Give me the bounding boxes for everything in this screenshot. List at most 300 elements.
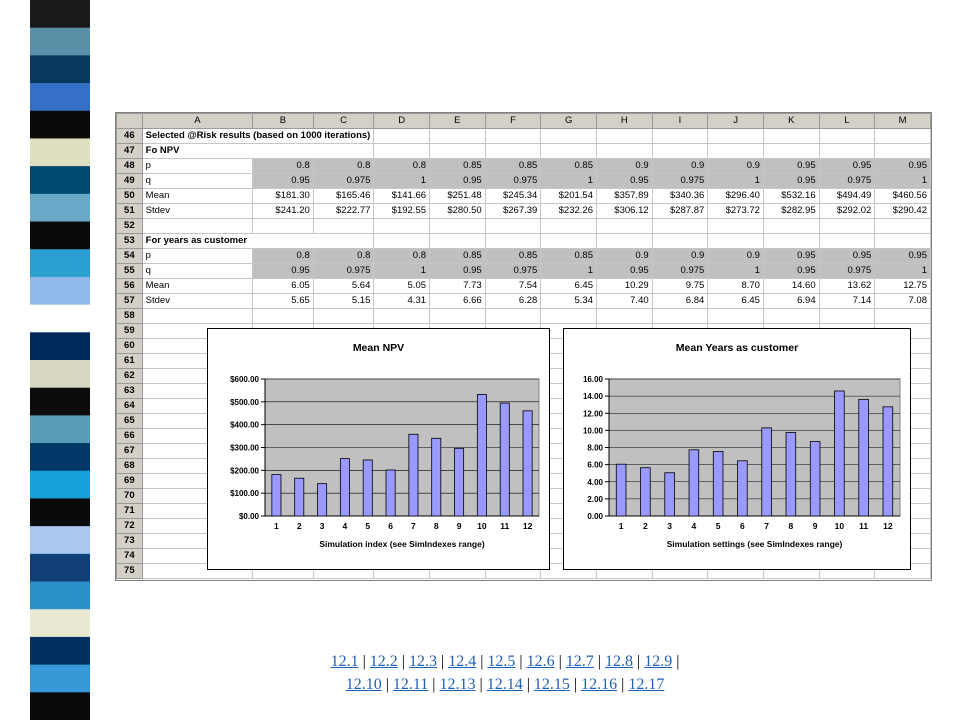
- cell[interactable]: [652, 129, 708, 144]
- x-tick-label: 9: [812, 521, 818, 531]
- row-label[interactable]: p: [142, 249, 253, 264]
- cell[interactable]: 0.975: [652, 264, 708, 279]
- row-header[interactable]: 67: [117, 444, 143, 459]
- row-header[interactable]: 51: [117, 204, 143, 219]
- row-label[interactable]: Stdev: [142, 294, 253, 309]
- cell[interactable]: 0.85: [485, 159, 541, 174]
- cell[interactable]: [541, 129, 597, 144]
- cell[interactable]: 4.31: [374, 294, 430, 309]
- cell[interactable]: 5.15: [313, 294, 374, 309]
- cell[interactable]: 7.73: [430, 279, 486, 294]
- cell[interactable]: [430, 234, 486, 249]
- section-title[interactable]: Selected @Risk results (based on 1000 iterations): [142, 129, 374, 144]
- spreadsheet: [116, 113, 931, 580]
- cell[interactable]: [819, 144, 875, 159]
- stripe-block: [30, 111, 90, 139]
- x-tick-label: 10: [477, 521, 487, 531]
- cell[interactable]: [875, 129, 931, 144]
- nav-line-1: 12.1 | 12.2 | 12.3 | 12.4 | 12.5 | 12.6 | 12.7 | 12.8 | 12.9 |: [330, 653, 680, 670]
- cell[interactable]: 0.95: [596, 264, 652, 279]
- row-header[interactable]: 65: [117, 414, 143, 429]
- cell[interactable]: [708, 144, 764, 159]
- cell[interactable]: $340.36: [652, 189, 708, 204]
- column-header-h[interactable]: H: [596, 114, 652, 129]
- cell[interactable]: 0.95: [875, 159, 931, 174]
- cell[interactable]: [652, 144, 708, 159]
- stripe-block: [30, 582, 90, 610]
- cell[interactable]: [253, 309, 314, 324]
- bar: [786, 433, 796, 516]
- row-label[interactable]: p: [142, 159, 253, 174]
- cell[interactable]: [374, 309, 430, 324]
- cell[interactable]: 0.9: [652, 249, 708, 264]
- cell[interactable]: [430, 309, 486, 324]
- nav-link-12-1[interactable]: 12.1: [330, 653, 359, 670]
- chart-mean-npv[interactable]: [207, 328, 550, 570]
- column-header-d[interactable]: D: [374, 114, 430, 129]
- row-header[interactable]: 72: [117, 519, 143, 534]
- y-tick-label: $500.00: [230, 397, 259, 407]
- cell[interactable]: $181.30: [253, 189, 314, 204]
- cell[interactable]: [253, 219, 314, 234]
- y-tick-label: 14.00: [582, 392, 603, 402]
- cell[interactable]: 0.975: [313, 174, 374, 189]
- cell[interactable]: 0.95: [819, 249, 875, 264]
- nav-link-12-14[interactable]: 12.14: [486, 676, 523, 693]
- column-header-j[interactable]: J: [708, 114, 764, 129]
- cell[interactable]: 0.95: [763, 174, 819, 189]
- cell[interactable]: [374, 219, 430, 234]
- cell[interactable]: $141.66: [374, 189, 430, 204]
- cell[interactable]: [541, 144, 597, 159]
- cell[interactable]: 10.29: [596, 279, 652, 294]
- cell[interactable]: 0.975: [485, 264, 541, 279]
- cell[interactable]: 7.54: [485, 279, 541, 294]
- cell[interactable]: [875, 234, 931, 249]
- y-tick-label: 8.00: [587, 443, 603, 453]
- column-header-g[interactable]: G: [541, 114, 597, 129]
- cell[interactable]: 6.28: [485, 294, 541, 309]
- column-header-c[interactable]: C: [313, 114, 374, 129]
- bar: [859, 399, 869, 516]
- x-tick-label: 5: [365, 521, 371, 531]
- row-header[interactable]: 50: [117, 189, 143, 204]
- cell[interactable]: 1: [541, 264, 597, 279]
- row-header[interactable]: 74: [117, 549, 143, 564]
- bar: [272, 475, 281, 516]
- cell[interactable]: 5.34: [541, 294, 597, 309]
- bar: [738, 461, 748, 516]
- cell[interactable]: 0.95: [253, 264, 314, 279]
- cell[interactable]: 6.66: [430, 294, 486, 309]
- cell[interactable]: [708, 234, 764, 249]
- column-header-e[interactable]: E: [430, 114, 486, 129]
- stripe-block: [30, 692, 90, 720]
- cell[interactable]: [541, 309, 597, 324]
- cell[interactable]: $357.89: [596, 189, 652, 204]
- cell[interactable]: $287.87: [652, 204, 708, 219]
- row-header[interactable]: 49: [117, 174, 143, 189]
- y-tick-label: $300.00: [230, 443, 259, 453]
- cell[interactable]: 0.85: [541, 159, 597, 174]
- bar: [432, 438, 441, 516]
- cell[interactable]: [374, 144, 430, 159]
- x-tick-label: 11: [500, 521, 510, 531]
- stripe-block: [30, 443, 90, 471]
- cell[interactable]: 0.85: [485, 249, 541, 264]
- stripe-block: [30, 83, 90, 111]
- cell[interactable]: 1: [708, 264, 764, 279]
- cell[interactable]: [374, 129, 430, 144]
- cell[interactable]: 6.94: [763, 294, 819, 309]
- cell[interactable]: 0.9: [596, 159, 652, 174]
- cell[interactable]: [430, 144, 486, 159]
- row-header[interactable]: 60: [117, 339, 143, 354]
- cell[interactable]: $251.48: [430, 189, 486, 204]
- x-tick-label: 6: [388, 521, 393, 531]
- cell[interactable]: [819, 234, 875, 249]
- cell[interactable]: $273.72: [708, 204, 764, 219]
- cell[interactable]: [819, 219, 875, 234]
- row-header[interactable]: 66: [117, 429, 143, 444]
- nav-link-12-17[interactable]: 12.17: [628, 676, 665, 693]
- bar: [386, 470, 395, 516]
- cell[interactable]: 6.45: [708, 294, 764, 309]
- cell[interactable]: 0.95: [875, 249, 931, 264]
- sheet-row: [117, 189, 931, 204]
- cell[interactable]: [875, 309, 931, 324]
- cell[interactable]: [763, 234, 819, 249]
- cell[interactable]: 6.84: [652, 294, 708, 309]
- cell[interactable]: 0.975: [819, 264, 875, 279]
- sheet-row: [117, 144, 931, 159]
- cell[interactable]: $245.34: [485, 189, 541, 204]
- nav-link-12-4[interactable]: 12.4: [448, 653, 477, 670]
- row-header[interactable]: 69: [117, 474, 143, 489]
- nav-link-12-10[interactable]: 12.10: [345, 676, 382, 693]
- row-label[interactable]: q: [142, 264, 253, 279]
- nav-link-12-13[interactable]: 12.13: [439, 676, 476, 693]
- cell[interactable]: [875, 144, 931, 159]
- row-header[interactable]: 61: [117, 354, 143, 369]
- cell[interactable]: 5.64: [313, 279, 374, 294]
- row-header[interactable]: 47: [117, 144, 143, 159]
- cell[interactable]: 0.85: [430, 159, 486, 174]
- row-header[interactable]: 73: [117, 534, 143, 549]
- cell[interactable]: [430, 129, 486, 144]
- section-title[interactable]: Fo NPV: [142, 144, 374, 159]
- cell[interactable]: [596, 309, 652, 324]
- bar: [810, 442, 820, 516]
- bar: [762, 428, 772, 516]
- nav-link-12-9[interactable]: 12.9: [644, 653, 673, 670]
- cell[interactable]: $222.77: [313, 204, 374, 219]
- x-tick-label: 7: [764, 521, 769, 531]
- cell[interactable]: 0.9: [652, 159, 708, 174]
- row-header[interactable]: 71: [117, 504, 143, 519]
- cell[interactable]: $282.95: [763, 204, 819, 219]
- stripe-block: [30, 249, 90, 277]
- bar: [455, 448, 464, 516]
- bar: [500, 403, 509, 516]
- row-header[interactable]: 64: [117, 399, 143, 414]
- stripe-block: [30, 0, 90, 28]
- cell[interactable]: [819, 309, 875, 324]
- cell[interactable]: 1: [374, 174, 430, 189]
- stripe-block: [30, 194, 90, 222]
- x-tick-label: 7: [411, 521, 416, 531]
- cell[interactable]: 1: [708, 174, 764, 189]
- stripe-block: [30, 222, 90, 250]
- sheet-row: [117, 279, 931, 294]
- cell[interactable]: $306.12: [596, 204, 652, 219]
- cell[interactable]: $241.20: [253, 204, 314, 219]
- cell[interactable]: 9.75: [652, 279, 708, 294]
- cell[interactable]: 6.05: [253, 279, 314, 294]
- row-header[interactable]: 55: [117, 264, 143, 279]
- column-header-f[interactable]: F: [485, 114, 541, 129]
- cell[interactable]: 0.95: [596, 174, 652, 189]
- row-header[interactable]: 58: [117, 309, 143, 324]
- nav-link-12-7[interactable]: 12.7: [565, 653, 594, 670]
- cell[interactable]: 0.95: [763, 249, 819, 264]
- bar: [641, 468, 651, 516]
- nav-link-12-3[interactable]: 12.3: [408, 653, 437, 670]
- row-header[interactable]: 54: [117, 249, 143, 264]
- x-tick-label: 9: [456, 521, 462, 531]
- cell[interactable]: 0.975: [485, 174, 541, 189]
- row-header[interactable]: 57: [117, 294, 143, 309]
- bar: [883, 407, 893, 516]
- cell[interactable]: 1: [541, 174, 597, 189]
- cell[interactable]: 0.95: [430, 174, 486, 189]
- cell[interactable]: $532.16: [763, 189, 819, 204]
- stripe-block: [30, 526, 90, 554]
- stripe-block: [30, 55, 90, 83]
- cell[interactable]: [485, 309, 541, 324]
- row-header[interactable]: 62: [117, 369, 143, 384]
- nav-link-12-8[interactable]: 12.8: [605, 653, 633, 670]
- bar: [340, 459, 349, 516]
- chart-mean-years[interactable]: [563, 328, 911, 570]
- cell[interactable]: [596, 144, 652, 159]
- cell[interactable]: $296.40: [708, 189, 764, 204]
- cell[interactable]: 14.60: [763, 279, 819, 294]
- cell[interactable]: [313, 219, 374, 234]
- section-title[interactable]: For years as customer: [142, 234, 374, 249]
- row-header[interactable]: 46: [117, 129, 143, 144]
- row-header[interactable]: 56: [117, 279, 143, 294]
- cell[interactable]: [596, 129, 652, 144]
- bar: [616, 464, 626, 516]
- x-tick-label: 3: [319, 521, 325, 531]
- row-header[interactable]: 63: [117, 384, 143, 399]
- x-tick-label: 2: [296, 521, 302, 531]
- row-label[interactable]: Mean: [142, 189, 253, 204]
- y-tick-label: 10.00: [582, 426, 603, 436]
- cell[interactable]: 0.9: [708, 159, 764, 174]
- cell[interactable]: 0.85: [430, 249, 486, 264]
- row-header[interactable]: 53: [117, 234, 143, 249]
- nav-link-12-2[interactable]: 12.2: [369, 653, 398, 670]
- cell[interactable]: 1: [875, 174, 931, 189]
- column-header-i[interactable]: I: [652, 114, 708, 129]
- x-tick-label: 1: [274, 521, 279, 531]
- x-tick-label: 11: [859, 521, 869, 531]
- sheet-row: [117, 159, 931, 174]
- column-header-m[interactable]: M: [875, 114, 931, 129]
- cell[interactable]: 0.8: [253, 249, 314, 264]
- cell[interactable]: 0.975: [819, 174, 875, 189]
- sheet-row: [117, 309, 931, 324]
- column-header-l[interactable]: L: [819, 114, 875, 129]
- cell[interactable]: [485, 144, 541, 159]
- cell[interactable]: $280.50: [430, 204, 486, 219]
- cell[interactable]: $232.26: [541, 204, 597, 219]
- cell[interactable]: [485, 219, 541, 234]
- cell[interactable]: [652, 219, 708, 234]
- cell[interactable]: $201.54: [541, 189, 597, 204]
- cell[interactable]: [541, 234, 597, 249]
- sheet-corner[interactable]: [117, 114, 143, 129]
- cell[interactable]: 0.85: [541, 249, 597, 264]
- cell[interactable]: [763, 219, 819, 234]
- x-tick-label: 4: [342, 521, 348, 531]
- cell[interactable]: $494.49: [819, 189, 875, 204]
- row-header[interactable]: 52: [117, 219, 143, 234]
- row-header[interactable]: 70: [117, 489, 143, 504]
- cell[interactable]: 6.45: [541, 279, 597, 294]
- nav-link-12-16[interactable]: 12.16: [581, 676, 618, 693]
- cell[interactable]: 0.975: [313, 264, 374, 279]
- cell[interactable]: [708, 309, 764, 324]
- row-label[interactable]: q: [142, 174, 253, 189]
- column-header-b[interactable]: B: [253, 114, 314, 129]
- bar: [363, 460, 372, 516]
- cell[interactable]: [708, 219, 764, 234]
- cell[interactable]: $165.46: [313, 189, 374, 204]
- cell[interactable]: 5.65: [253, 294, 314, 309]
- x-tick-label: 4: [691, 521, 697, 531]
- cell[interactable]: 0.95: [253, 174, 314, 189]
- cell[interactable]: 7.40: [596, 294, 652, 309]
- x-tick-label: 1: [618, 521, 624, 531]
- cell[interactable]: $290.42: [875, 204, 931, 219]
- nav-link-12-11[interactable]: 12.11: [392, 676, 429, 693]
- cell[interactable]: [708, 129, 764, 144]
- nav-link-12-15[interactable]: 12.15: [533, 676, 570, 693]
- cell[interactable]: 0.975: [652, 174, 708, 189]
- y-tick-label: 6.00: [587, 460, 603, 470]
- cell[interactable]: 12.75: [875, 279, 931, 294]
- sheet-row: [117, 204, 931, 219]
- cell[interactable]: 0.95: [430, 264, 486, 279]
- row-label[interactable]: [142, 219, 253, 234]
- cell[interactable]: [763, 129, 819, 144]
- cell[interactable]: 8.70: [708, 279, 764, 294]
- nav-link-12-6[interactable]: 12.6: [526, 653, 555, 670]
- decorative-stripe: [30, 0, 90, 720]
- cell[interactable]: [819, 129, 875, 144]
- cell[interactable]: 0.8: [313, 159, 374, 174]
- cell[interactable]: 0.8: [374, 249, 430, 264]
- x-tick-label: 10: [834, 521, 845, 531]
- cell[interactable]: [596, 219, 652, 234]
- bar: [835, 391, 845, 516]
- bar: [295, 478, 304, 516]
- sheet-row: [117, 219, 931, 234]
- row-header[interactable]: 59: [117, 324, 143, 339]
- cell[interactable]: [541, 219, 597, 234]
- sheet-row: [117, 129, 931, 144]
- cell[interactable]: 7.08: [875, 294, 931, 309]
- column-header-k[interactable]: K: [763, 114, 819, 129]
- cell[interactable]: 0.8: [253, 159, 314, 174]
- row-label[interactable]: Stdev: [142, 204, 253, 219]
- cell[interactable]: [763, 309, 819, 324]
- cell[interactable]: 13.62: [819, 279, 875, 294]
- cell[interactable]: [485, 129, 541, 144]
- cell[interactable]: [875, 219, 931, 234]
- cell[interactable]: [763, 144, 819, 159]
- cell[interactable]: [652, 309, 708, 324]
- cell[interactable]: $192.55: [374, 204, 430, 219]
- cell[interactable]: 0.9: [708, 249, 764, 264]
- cell[interactable]: 0.95: [763, 264, 819, 279]
- cell[interactable]: [430, 219, 486, 234]
- x-tick-label: 6: [740, 521, 745, 531]
- cell[interactable]: 5.05: [374, 279, 430, 294]
- sheet-row: [117, 174, 931, 189]
- y-tick-label: 16.00: [582, 375, 603, 384]
- cell[interactable]: 0.95: [819, 159, 875, 174]
- cell[interactable]: 7.14: [819, 294, 875, 309]
- row-label[interactable]: [142, 309, 253, 324]
- cell[interactable]: [374, 234, 430, 249]
- row-header[interactable]: 48: [117, 159, 143, 174]
- y-tick-label: $600.00: [230, 375, 259, 384]
- cell[interactable]: 0.8: [374, 159, 430, 174]
- cell[interactable]: $292.02: [819, 204, 875, 219]
- column-header-a[interactable]: A: [142, 114, 253, 129]
- cell[interactable]: $267.39: [485, 204, 541, 219]
- cell[interactable]: $460.56: [875, 189, 931, 204]
- y-tick-label: $200.00: [230, 466, 259, 476]
- bar: [318, 484, 327, 516]
- row-header[interactable]: 75: [117, 564, 143, 579]
- stripe-block: [30, 277, 90, 305]
- stripe-block: [30, 609, 90, 637]
- stripe-shadow: [90, 0, 108, 720]
- y-tick-label: $100.00: [230, 489, 259, 499]
- cell[interactable]: [652, 234, 708, 249]
- row-label[interactable]: Mean: [142, 279, 253, 294]
- cell[interactable]: [485, 234, 541, 249]
- cell[interactable]: 1: [875, 264, 931, 279]
- slide-navigation: [0, 650, 960, 696]
- cell[interactable]: [596, 234, 652, 249]
- cell[interactable]: 0.9: [596, 249, 652, 264]
- cell[interactable]: 0.8: [313, 249, 374, 264]
- stripe-block: [30, 554, 90, 582]
- row-header[interactable]: 68: [117, 459, 143, 474]
- chart-title: Mean NPV: [352, 342, 405, 354]
- cell[interactable]: 1: [374, 264, 430, 279]
- cell[interactable]: 0.95: [763, 159, 819, 174]
- nav-link-12-5[interactable]: 12.5: [487, 653, 516, 670]
- stripe-block: [30, 138, 90, 166]
- cell[interactable]: [313, 309, 374, 324]
